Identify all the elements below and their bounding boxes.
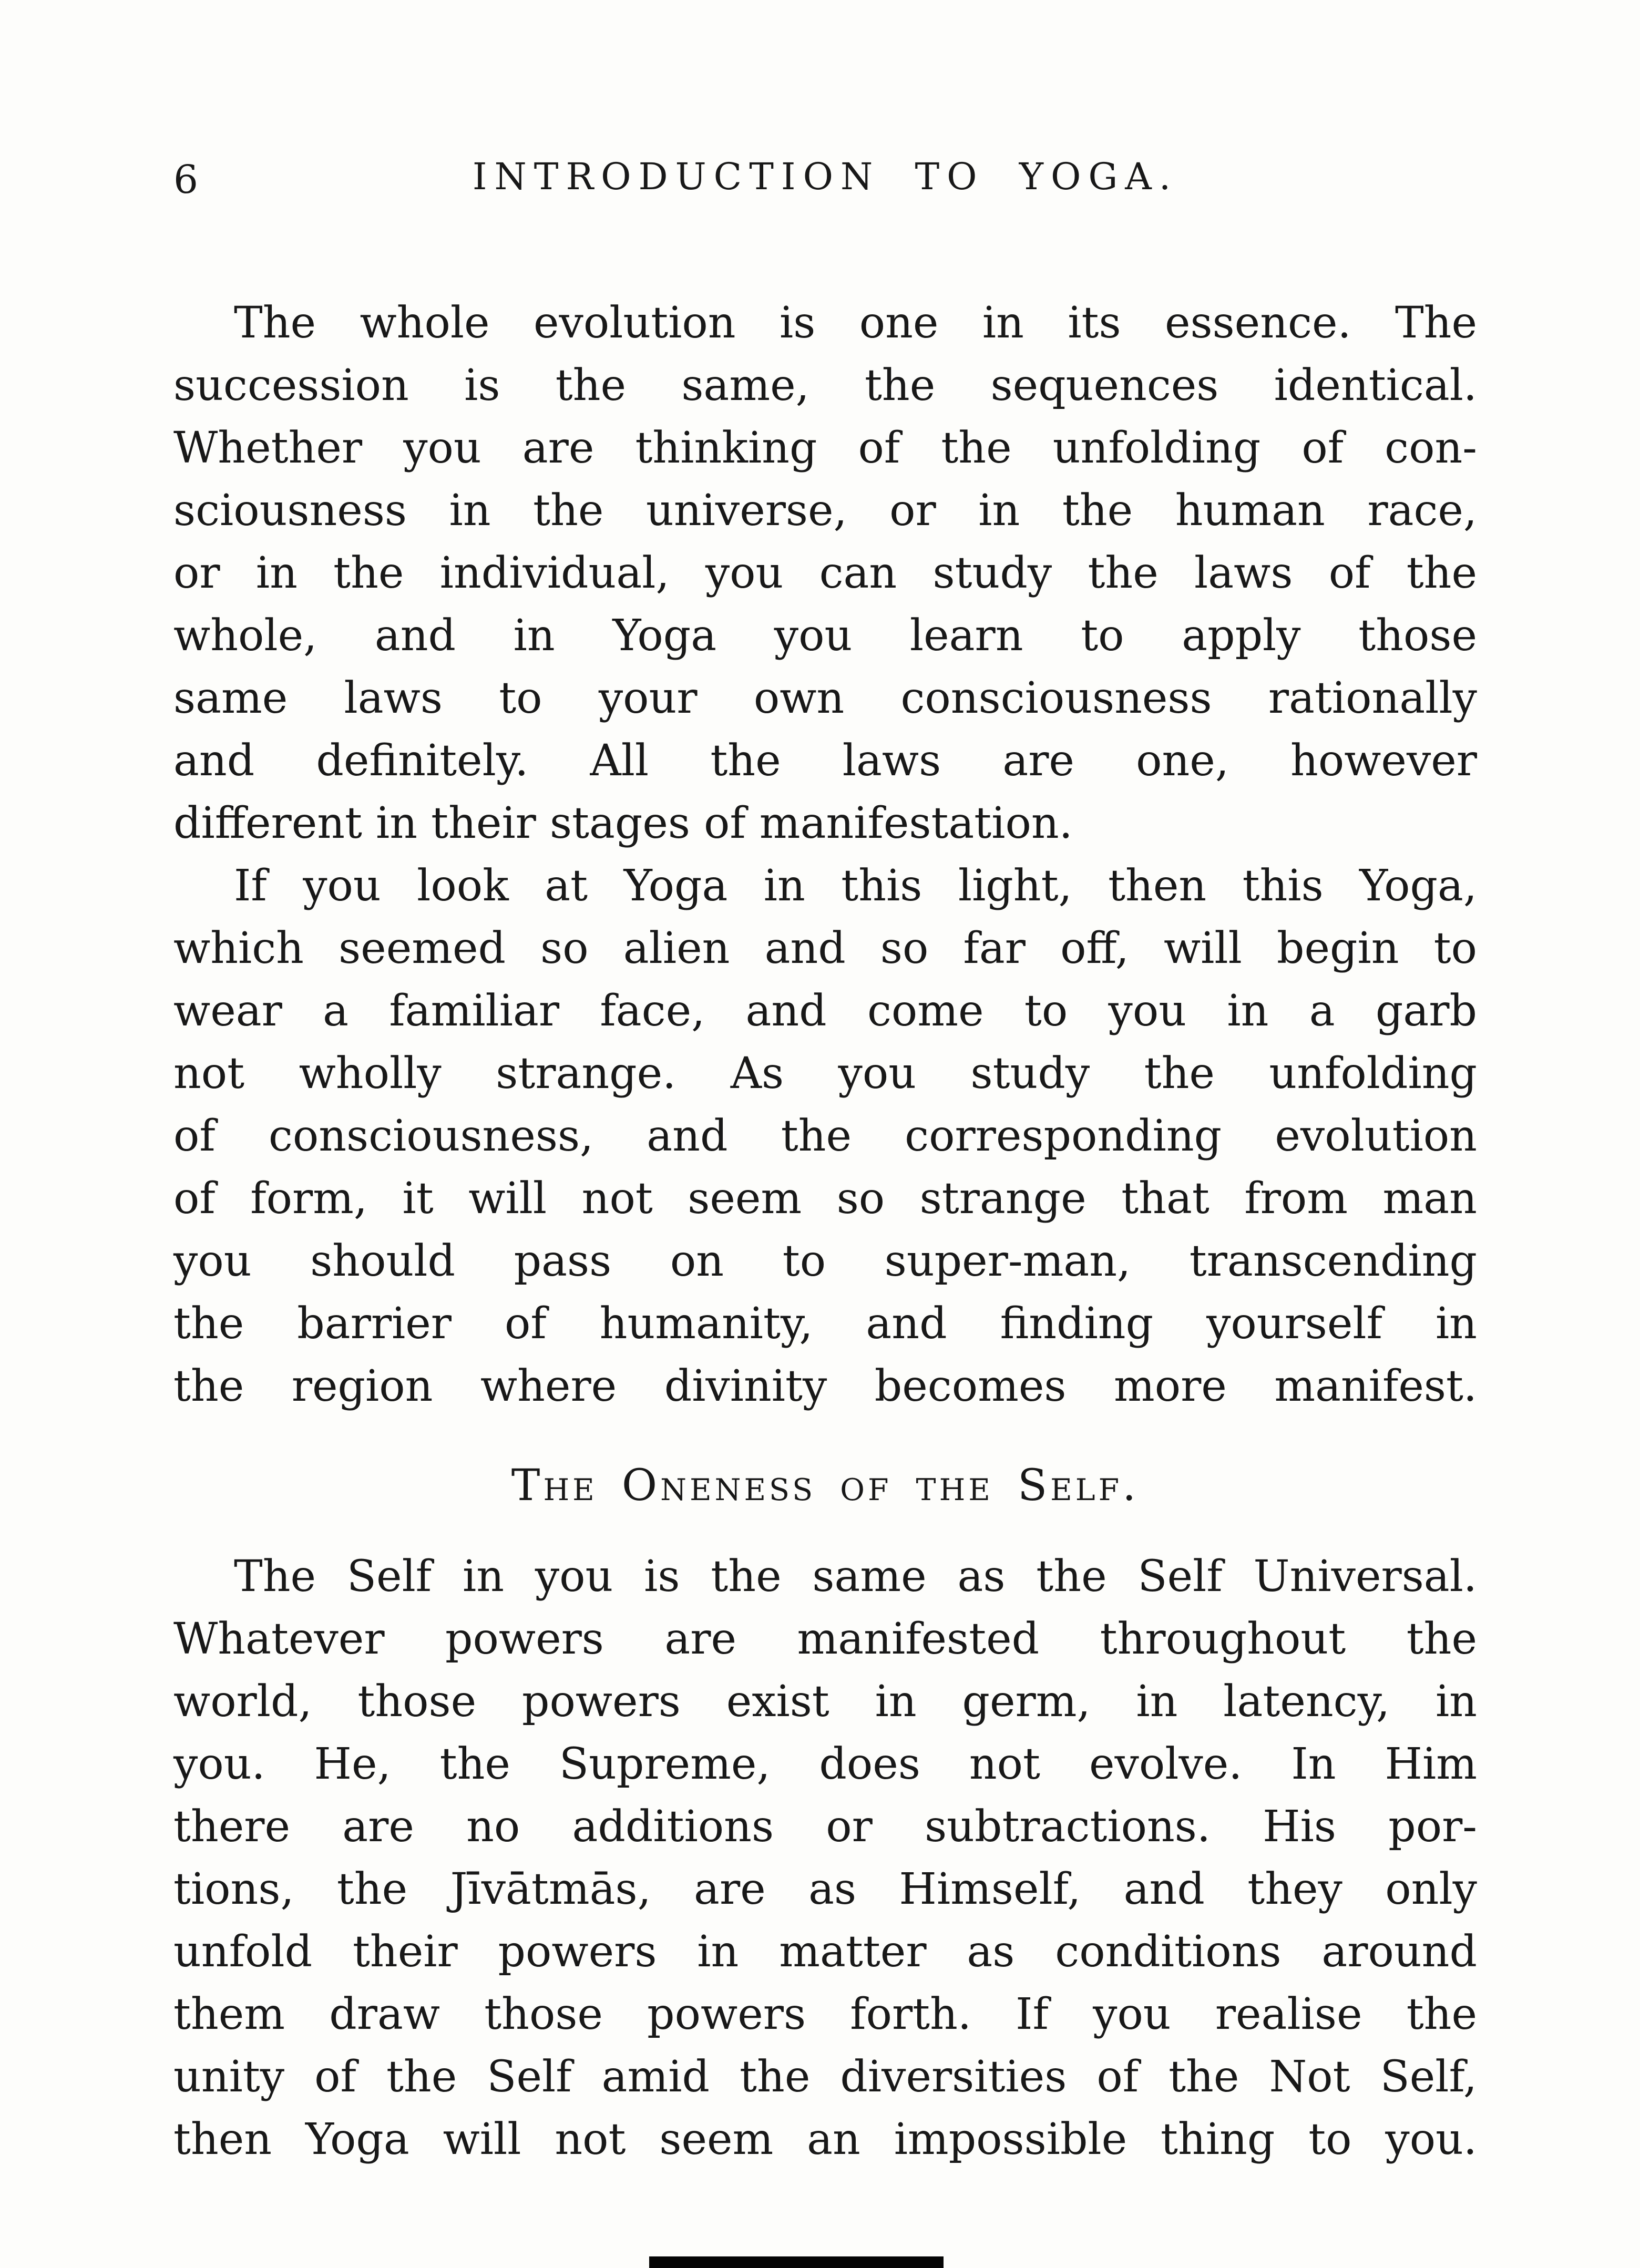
- text-line: there are no additions or subtractions. His por-: [173, 1802, 1477, 1852]
- paragraph-1: [173, 292, 1477, 855]
- text-line: If you look at Yoga in this light, then this Yoga,: [234, 861, 1477, 911]
- section-heading: The Oneness of the Self.: [511, 1461, 1140, 1511]
- paragraph-3: [173, 1545, 1477, 2171]
- text-line: you should pass on to super-man, transcending: [173, 1236, 1477, 1286]
- text-line: unfold their powers in matter as conditions around: [173, 1927, 1477, 1977]
- text-line: tions, the Jīvātmās, are as Himself, and they only: [173, 1864, 1477, 1914]
- text-line: Whatever powers are manifested throughout the: [173, 1614, 1477, 1664]
- text-line: whole, and in Yoga you learn to apply those: [173, 611, 1477, 661]
- text-line: the region where divinity becomes more manifest.: [173, 1361, 1477, 1411]
- text-line: The whole evolution is one in its essence. The: [234, 298, 1477, 348]
- text-line: and definitely. All the laws are one, however: [173, 736, 1477, 786]
- text-line: them draw those powers forth. If you realise the: [173, 1989, 1477, 2039]
- page-header: [173, 155, 1477, 213]
- text-line: Whether you are thinking of the unfolding of con-: [173, 423, 1477, 473]
- text-line: then Yoga will not seem an impossible thing to you.: [173, 2115, 1477, 2164]
- text-line: wear a familiar face, and come to you in a garb: [173, 986, 1477, 1036]
- scan-artifact-bar: [649, 2256, 944, 2268]
- text-line: world, those powers exist in germ, in latency, in: [173, 1677, 1477, 1727]
- text-line: or in the individual, you can study the laws of the: [173, 548, 1477, 598]
- text-line: which seemed so alien and so far off, will begin to: [173, 923, 1477, 973]
- text-line: not wholly strange. As you study the unfolding: [173, 1049, 1477, 1099]
- text-line: succession is the same, the sequences identical.: [173, 361, 1477, 411]
- text-line: the barrier of humanity, and finding yourself in: [173, 1299, 1477, 1349]
- paragraph-2: [173, 855, 1477, 1418]
- text-line: different in their stages of manifestation.: [173, 798, 1073, 848]
- text-line: same laws to your own consciousness rationally: [173, 673, 1477, 723]
- page-number: 6: [173, 157, 199, 202]
- running-title: INTRODUCTION TO YOGA.: [472, 155, 1178, 198]
- text-line: you. He, the Supreme, does not evolve. In Him: [173, 1739, 1477, 1789]
- text-line: sciousness in the universe, or in the human race,: [173, 486, 1477, 536]
- text-line: of form, it will not seem so strange that from man: [173, 1174, 1477, 1224]
- text-line: The Self in you is the same as the Self Universal.: [234, 1552, 1477, 1602]
- text-line: of consciousness, and the corresponding evolution: [173, 1111, 1477, 1161]
- text-line: unity of the Self amid the diversities of the Not Self,: [173, 2052, 1477, 2102]
